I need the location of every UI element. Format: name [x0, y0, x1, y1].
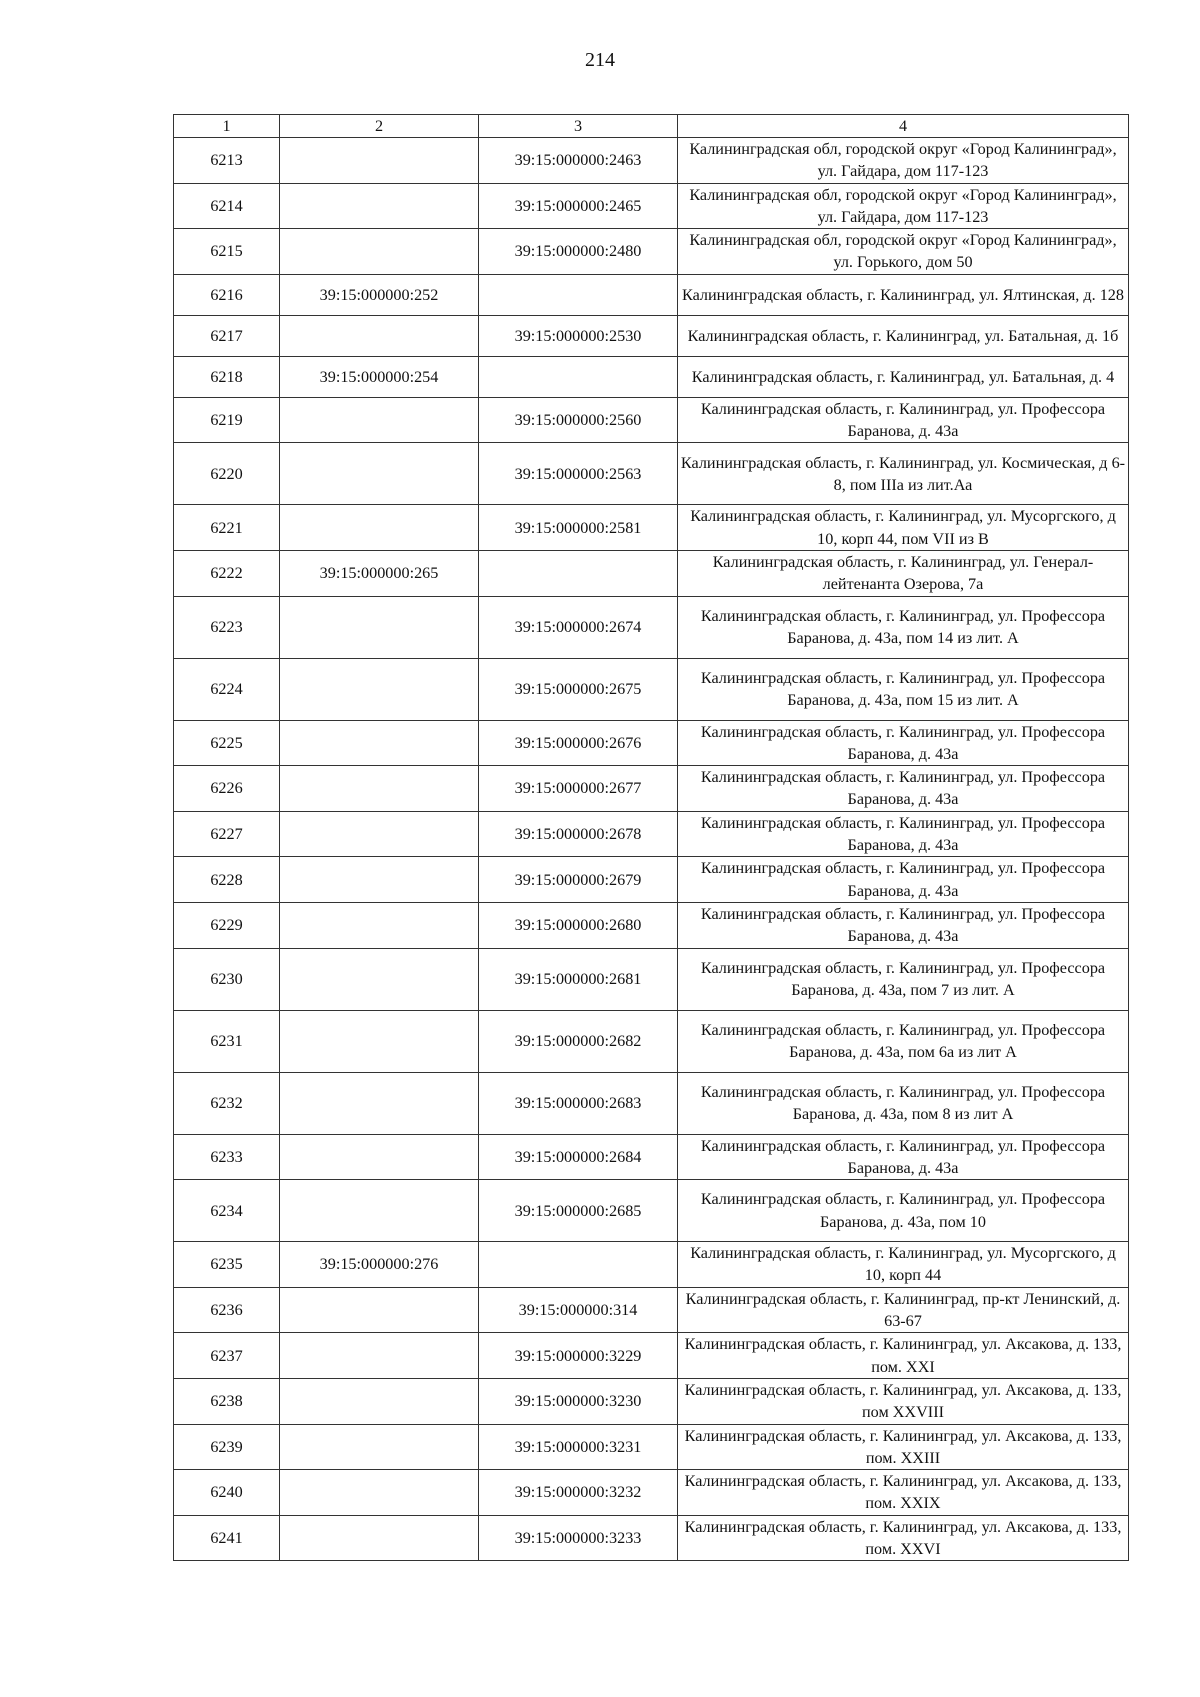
cadastral-number-cell-col2 [280, 1287, 479, 1333]
row-number-cell: 6213 [174, 138, 280, 184]
address-cell: Калининградская область, г. Калининград, ул. Профессора Баранова, д. 43а [678, 811, 1129, 857]
cadastral-number-cell-col2 [280, 902, 479, 948]
cadastral-number-cell-col3: 39:15:000000:3229 [479, 1333, 678, 1379]
cadastral-number-cell-col3: 39:15:000000:3230 [479, 1378, 678, 1424]
cadastral-number-cell-col3: 39:15:000000:2677 [479, 766, 678, 812]
cadastral-number-cell-col3 [479, 356, 678, 397]
address-cell: Калининградская область, г. Калининград, ул. Профессора Баранова, д. 43а, пом 10 [678, 1180, 1129, 1242]
row-number-cell: 6233 [174, 1134, 280, 1180]
row-number-cell: 6216 [174, 274, 280, 315]
cadastral-number-cell-col2 [280, 1134, 479, 1180]
address-cell: Калининградская область, г. Калининград, ул. Батальная, д. 4 [678, 356, 1129, 397]
cadastral-number-cell-col3: 39:15:000000:2674 [479, 596, 678, 658]
table-row [174, 356, 1129, 397]
row-number-cell: 6220 [174, 443, 280, 505]
cadastral-number-cell-col2 [280, 1470, 479, 1516]
cadastral-number-cell-col3: 39:15:000000:2682 [479, 1010, 678, 1072]
cadastral-number-cell-col3: 39:15:000000:2560 [479, 397, 678, 443]
cadastral-number-cell-col2 [280, 1515, 479, 1561]
table-row [174, 1378, 1129, 1424]
row-number-cell: 6214 [174, 183, 280, 229]
table-row [174, 1287, 1129, 1333]
row-number-cell: 6239 [174, 1424, 280, 1470]
cadastral-number-cell-col2: 39:15:000000:265 [280, 550, 479, 596]
table-row [174, 443, 1129, 505]
cadastral-number-cell-col3: 39:15:000000:2675 [479, 658, 678, 720]
table-row [174, 1072, 1129, 1134]
address-cell: Калининградская область, г. Калининград, ул. Профессора Баранова, д. 43а [678, 1134, 1129, 1180]
cadastral-number-cell-col2 [280, 948, 479, 1010]
table-row [174, 1424, 1129, 1470]
table-row [174, 902, 1129, 948]
row-number-cell: 6237 [174, 1333, 280, 1379]
table-header [174, 115, 1129, 138]
page-number: 214 [585, 49, 615, 71]
address-cell: Калининградская область, г. Калининград, ул. Профессора Баранова, д. 43а, пом 14 из лит. А [678, 596, 1129, 658]
cadastral-number-cell-col3: 39:15:000000:2678 [479, 811, 678, 857]
cadastral-number-cell-col3 [479, 1242, 678, 1288]
address-cell: Калининградская область, г. Калининград, ул. Аксакова, д. 133, пом. XXVI [678, 1515, 1129, 1561]
cadastral-number-cell-col2: 39:15:000000:252 [280, 274, 479, 315]
cadastral-number-cell-col3 [479, 550, 678, 596]
column-header-1: 1 [174, 115, 280, 138]
table-row [174, 658, 1129, 720]
row-number-cell: 6238 [174, 1378, 280, 1424]
cadastral-number-cell-col3: 39:15:000000:2530 [479, 315, 678, 356]
cadastral-number-cell-col2 [280, 229, 479, 275]
table-row [174, 550, 1129, 596]
table-row [174, 1134, 1129, 1180]
address-cell: Калининградская область, г. Калининград, ул. Космическая, д 6-8, пом IIIа из лит.Аа [678, 443, 1129, 505]
cadastral-number-cell-col3: 39:15:000000:2680 [479, 902, 678, 948]
cadastral-number-cell-col2 [280, 811, 479, 857]
table-row [174, 138, 1129, 184]
table-row [174, 766, 1129, 812]
cadastral-number-cell-col2 [280, 766, 479, 812]
table-row [174, 1470, 1129, 1516]
table-row [174, 315, 1129, 356]
cadastral-number-cell-col2 [280, 1378, 479, 1424]
table-row [174, 229, 1129, 275]
row-number-cell: 6224 [174, 658, 280, 720]
table-row [174, 1515, 1129, 1561]
table-row [174, 505, 1129, 551]
address-cell: Калининградская область, г. Калининград, ул. Профессора Баранова, д. 43а [678, 397, 1129, 443]
address-cell: Калининградская область, г. Калининград, ул. Аксакова, д. 133, пом XXVIII [678, 1378, 1129, 1424]
address-cell: Калининградская область, г. Калининград, ул. Мусоргского, д 10, корп 44 [678, 1242, 1129, 1288]
table-row [174, 948, 1129, 1010]
cadastral-number-cell-col2 [280, 1424, 479, 1470]
cadastral-number-cell-col3: 39:15:000000:2683 [479, 1072, 678, 1134]
address-cell: Калининградская область, г. Калининград, ул. Профессора Баранова, д. 43а [678, 766, 1129, 812]
row-number-cell: 6228 [174, 857, 280, 903]
row-number-cell: 6219 [174, 397, 280, 443]
address-cell: Калининградская область, г. Калининград, ул. Профессора Баранова, д. 43а [678, 857, 1129, 903]
address-cell: Калининградская обл, городской округ «Город Калининград», ул. Гайдара, дом 117-123 [678, 138, 1129, 184]
address-cell: Калининградская область, г. Калининград, ул. Профессора Баранова, д. 43а, пом 6а из лит А [678, 1010, 1129, 1072]
row-number-cell: 6217 [174, 315, 280, 356]
row-number-cell: 6225 [174, 720, 280, 766]
address-cell: Калининградская обл, городской округ «Город Калининград», ул. Гайдара, дом 117-123 [678, 183, 1129, 229]
row-number-cell: 6231 [174, 1010, 280, 1072]
table-row [174, 811, 1129, 857]
cadastral-number-cell-col2: 39:15:000000:276 [280, 1242, 479, 1288]
cadastral-number-cell-col2: 39:15:000000:254 [280, 356, 479, 397]
address-cell: Калининградская область, г. Калининград, ул. Профессора Баранова, д. 43а, пом 8 из лит А [678, 1072, 1129, 1134]
cadastral-number-cell-col3: 39:15:000000:2463 [479, 138, 678, 184]
cadastral-number-cell-col2 [280, 857, 479, 903]
row-number-cell: 6241 [174, 1515, 280, 1561]
cadastral-number-cell-col3: 39:15:000000:2685 [479, 1180, 678, 1242]
cadastral-number-cell-col3: 39:15:000000:2684 [479, 1134, 678, 1180]
cadastral-number-cell-col2 [280, 505, 479, 551]
column-header-2: 2 [280, 115, 479, 138]
cadastral-number-cell-col3: 39:15:000000:3231 [479, 1424, 678, 1470]
address-cell: Калининградская область, г. Калининград, ул. Профессора Баранова, д. 43а, пом 7 из лит. А [678, 948, 1129, 1010]
cadastral-number-cell-col2 [280, 1072, 479, 1134]
cadastral-number-cell-col2 [280, 596, 479, 658]
table-row [174, 183, 1129, 229]
table-row [174, 274, 1129, 315]
row-number-cell: 6232 [174, 1072, 280, 1134]
table-row [174, 720, 1129, 766]
cadastral-number-cell-col2 [280, 1180, 479, 1242]
column-header-4: 4 [678, 115, 1129, 138]
address-cell: Калининградская область, г. Калининград, пр-кт Ленинский, д. 63-67 [678, 1287, 1129, 1333]
table-row [174, 596, 1129, 658]
address-cell: Калининградская область, г. Калининград, ул. Аксакова, д. 133, пом. XXIII [678, 1424, 1129, 1470]
address-cell: Калининградская область, г. Калининград, ул. Аксакова, д. 133, пом. XXI [678, 1333, 1129, 1379]
cadastral-number-cell-col3: 39:15:000000:2676 [479, 720, 678, 766]
row-number-cell: 6229 [174, 902, 280, 948]
address-cell: Калининградская область, г. Калининград, ул. Профессора Баранова, д. 43а [678, 902, 1129, 948]
cadastral-number-cell-col2 [280, 658, 479, 720]
cadastral-number-cell-col3: 39:15:000000:2563 [479, 443, 678, 505]
address-cell: Калининградская область, г. Калининград, ул. Профессора Баранова, д. 43а, пом 15 из лит. А [678, 658, 1129, 720]
row-number-cell: 6226 [174, 766, 280, 812]
cadastral-number-cell-col2 [280, 1010, 479, 1072]
row-number-cell: 6223 [174, 596, 280, 658]
address-cell: Калининградская область, г. Калининград, ул. Мусоргского, д 10, корп 44, пом VII из В [678, 505, 1129, 551]
cadastral-number-cell-col3: 39:15:000000:2581 [479, 505, 678, 551]
table-body [174, 138, 1129, 1561]
row-number-cell: 6227 [174, 811, 280, 857]
cadastral-number-cell-col3: 39:15:000000:314 [479, 1287, 678, 1333]
address-cell: Калининградская область, г. Калининград, ул. Генерал-лейтенанта Озерова, 7а [678, 550, 1129, 596]
cadastral-number-cell-col2 [280, 183, 479, 229]
table-row [174, 1333, 1129, 1379]
cadastral-number-cell-col2 [280, 397, 479, 443]
table-row [174, 857, 1129, 903]
row-number-cell: 6222 [174, 550, 280, 596]
cadastral-number-cell-col3 [479, 274, 678, 315]
cadastral-number-cell-col2 [280, 138, 479, 184]
address-cell: Калининградская область, г. Калининград, ул. Аксакова, д. 133, пом. XXIX [678, 1470, 1129, 1516]
address-cell: Калининградская область, г. Калининград, ул. Ялтинская, д. 128 [678, 274, 1129, 315]
column-header-3: 3 [479, 115, 678, 138]
row-number-cell: 6234 [174, 1180, 280, 1242]
row-number-cell: 6240 [174, 1470, 280, 1516]
address-cell: Калининградская область, г. Калининград, ул. Батальная, д. 1б [678, 315, 1129, 356]
cadastral-number-cell-col3: 39:15:000000:2681 [479, 948, 678, 1010]
row-number-cell: 6235 [174, 1242, 280, 1288]
table-row [174, 1010, 1129, 1072]
row-number-cell: 6221 [174, 505, 280, 551]
cadastral-number-cell-col2 [280, 443, 479, 505]
table-row [174, 1180, 1129, 1242]
cadastral-number-cell-col3: 39:15:000000:3233 [479, 1515, 678, 1561]
cadastral-number-cell-col3: 39:15:000000:2465 [479, 183, 678, 229]
row-number-cell: 6236 [174, 1287, 280, 1333]
row-number-cell: 6218 [174, 356, 280, 397]
row-number-cell: 6215 [174, 229, 280, 275]
cadastral-number-cell-col2 [280, 1333, 479, 1379]
header-row [174, 115, 1129, 138]
cadastral-number-cell-col2 [280, 720, 479, 766]
registry-table [173, 114, 1129, 1561]
cadastral-number-cell-col3: 39:15:000000:2679 [479, 857, 678, 903]
address-cell: Калининградская область, г. Калининград, ул. Профессора Баранова, д. 43а [678, 720, 1129, 766]
table-row [174, 1242, 1129, 1288]
table-row [174, 397, 1129, 443]
address-cell: Калининградская обл, городской округ «Город Калининград», ул. Горького, дом 50 [678, 229, 1129, 275]
cadastral-number-cell-col3: 39:15:000000:2480 [479, 229, 678, 275]
cadastral-number-cell-col3: 39:15:000000:3232 [479, 1470, 678, 1516]
cadastral-number-cell-col2 [280, 315, 479, 356]
row-number-cell: 6230 [174, 948, 280, 1010]
